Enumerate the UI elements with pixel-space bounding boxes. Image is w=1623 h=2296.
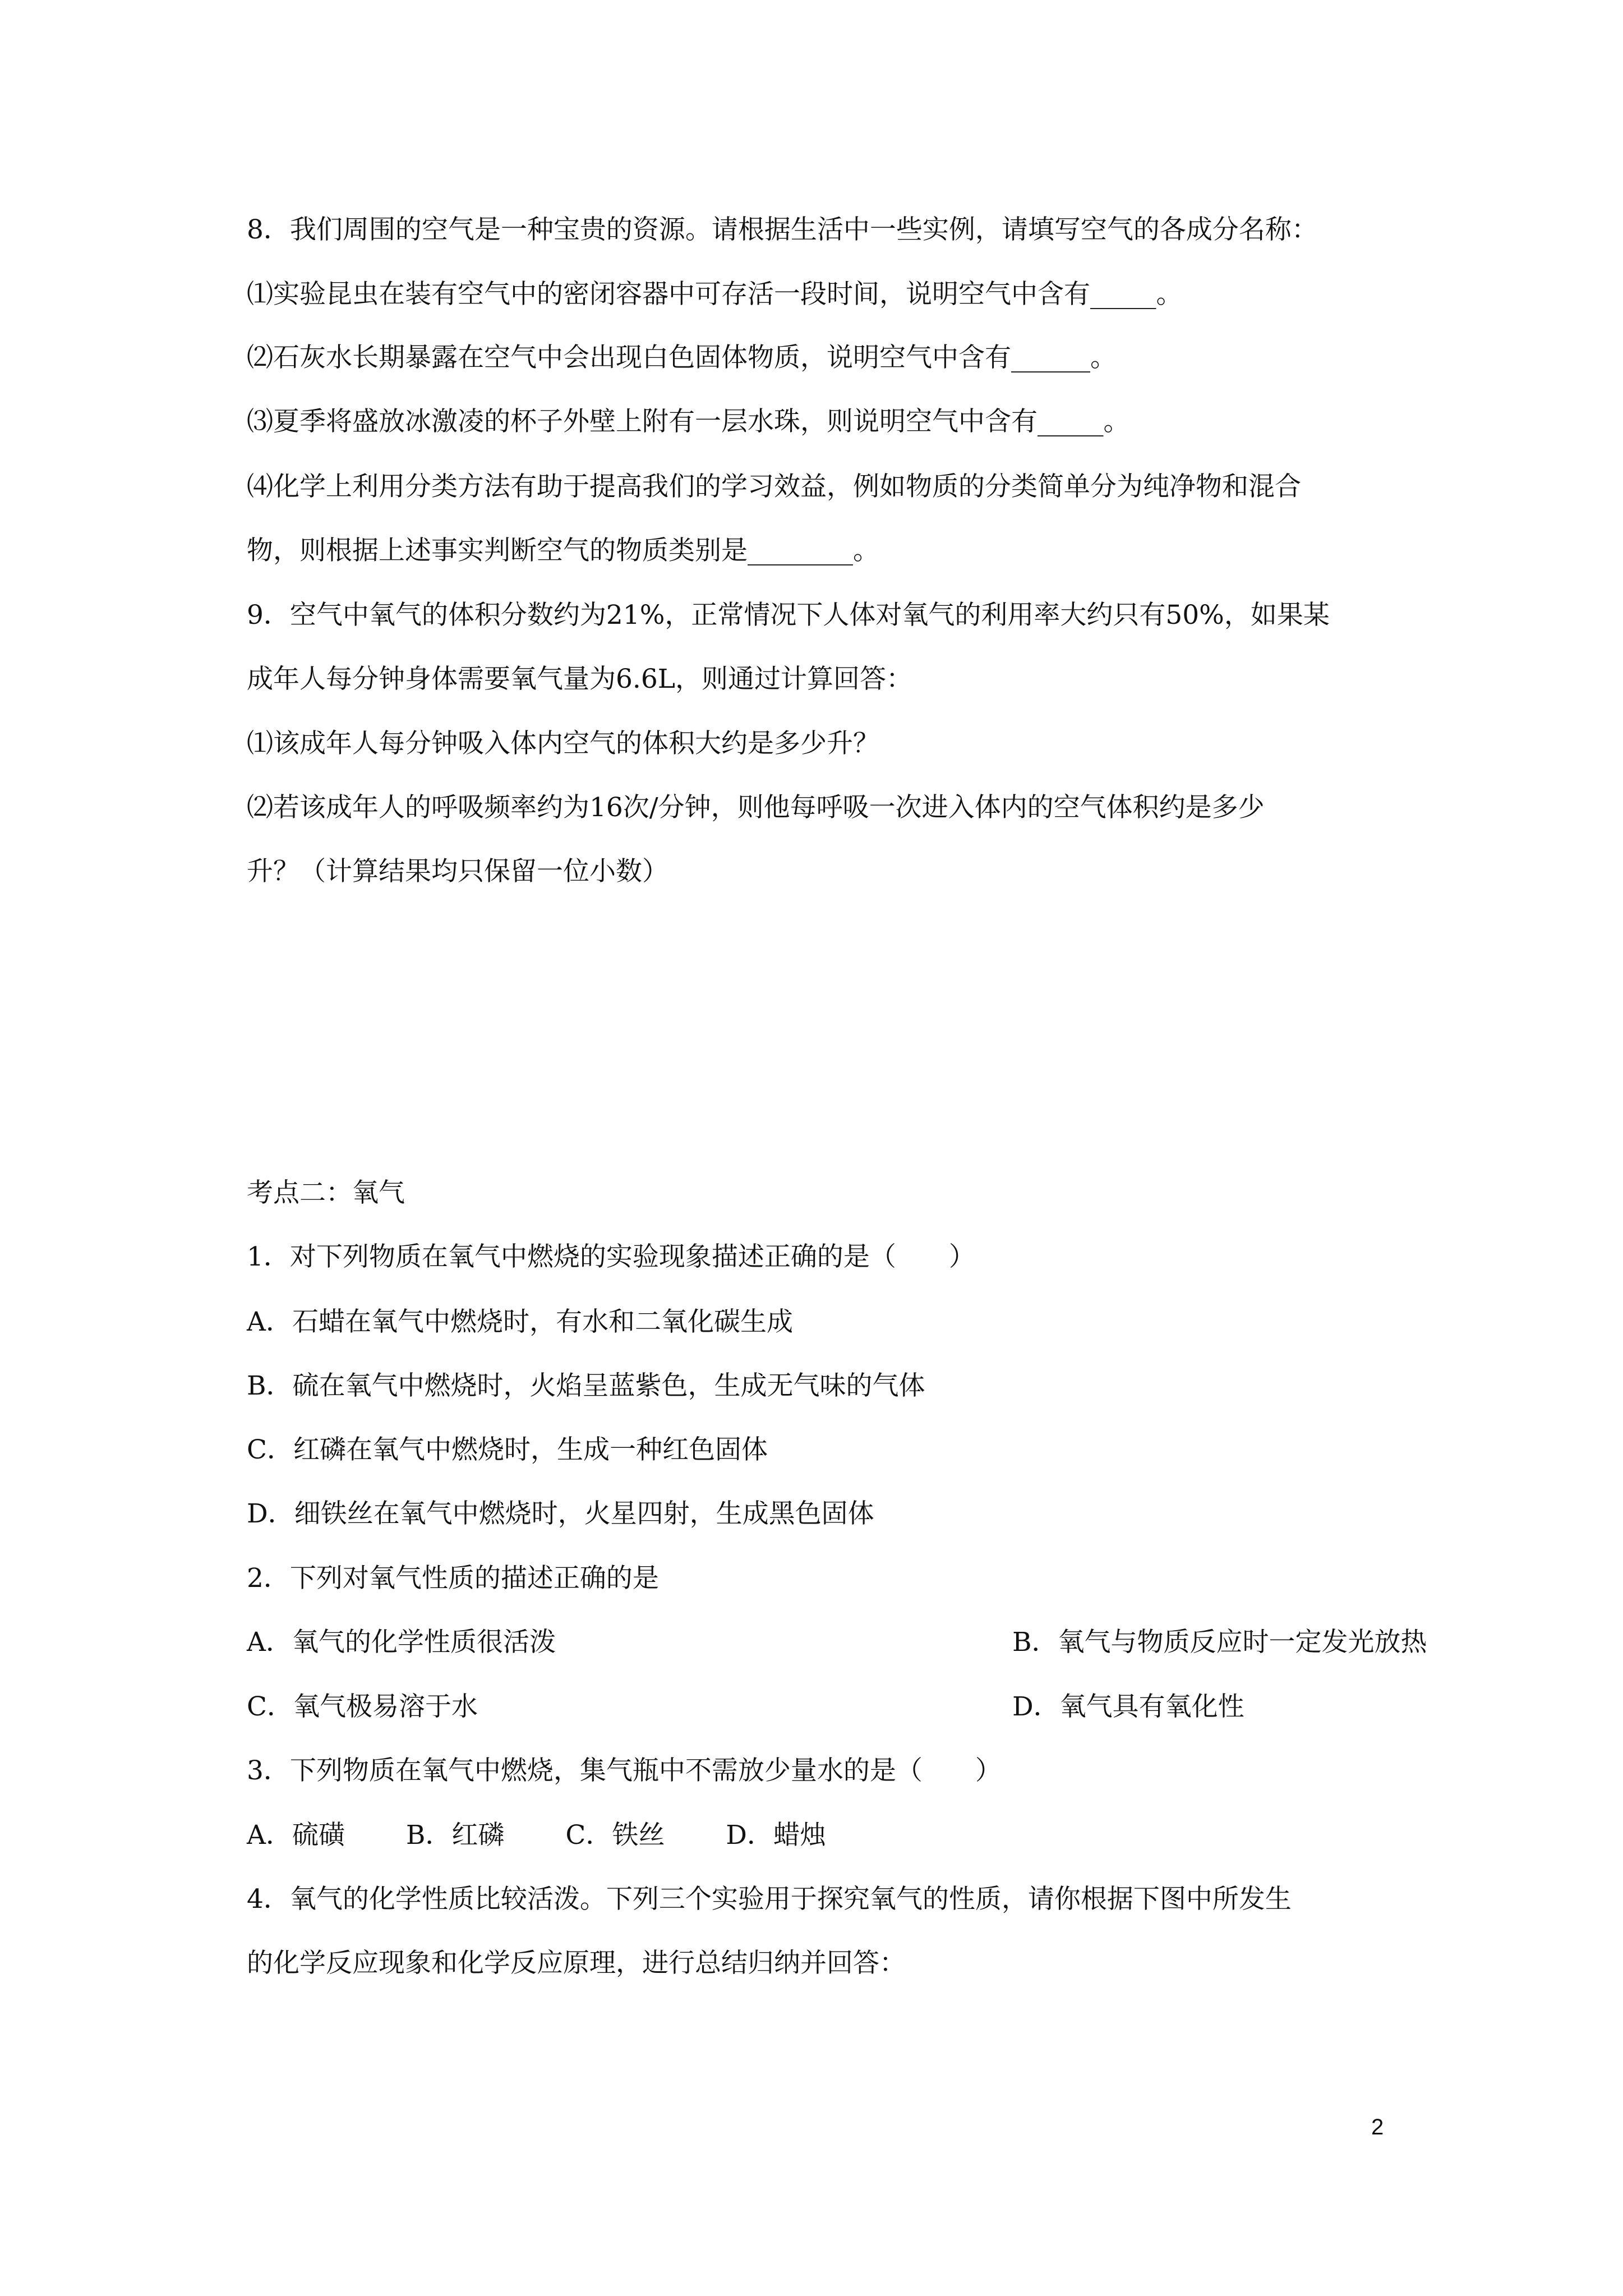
question-9-part-2-continued: 升？（计算结果均只保留一位小数） [247, 856, 668, 887]
oxygen-question-1-option-a: A．石蜡在氧气中燃烧时，有水和二氧化碳生成 [247, 1306, 793, 1337]
question-9-stem: 9．空气中氧气的体积分数约为21%，正常情况下人体对氧气的利用率大约只有50%，如果某 [247, 600, 1330, 631]
question-9-stem-continued: 成年人每分钟身体需要氧气量为6.6L，则通过计算回答： [247, 664, 912, 694]
oxygen-question-2-option-d: D．氧气具有氧化性 [1012, 1691, 1244, 1722]
oxygen-question-2-stem: 2．下列对氧气性质的描述正确的是 [247, 1563, 659, 1594]
oxygen-question-1-option-b: B．硫在氧气中燃烧时，火焰呈蓝紫色，生成无气味的气体 [247, 1370, 925, 1401]
section-heading: 考点二：氧气 [247, 1177, 405, 1208]
oxygen-question-2-option-c: C．氧气极易溶于水 [247, 1691, 478, 1722]
question-8-stem: 8．我们周围的空气是一种宝贵的资源。请根据生活中一些实例，请填写空气的各成分名称： [247, 214, 1318, 245]
oxygen-question-1-option-d: D．细铁丝在氧气中燃烧时，火星四射，生成黑色固体 [247, 1498, 874, 1529]
question-8-part-2: ⑵石灰水长期暴露在空气中会出现白色固体物质，说明空气中含有______。 [247, 342, 1117, 373]
oxygen-question-2-options-row-1 [247, 1626, 1427, 1659]
oxygen-question-3-options: A．硫磺 B．红磷 C．铁丝 D．蜡烛 [247, 1820, 826, 1851]
page-number: 2 [1371, 2115, 1384, 2139]
question-8-part-4-continued: 物，则根据上述事实判断空气的物质类别是________。 [247, 535, 879, 566]
oxygen-question-2-option-a: A．氧气的化学性质很活泼 [247, 1627, 556, 1658]
question-9-part-1: ⑴该成年人每分钟吸入体内空气的体积大约是多少升？ [247, 728, 879, 759]
oxygen-question-3-stem: 3．下列物质在氧气中燃烧，集气瓶中不需放少量水的是（ ） [247, 1755, 1002, 1786]
oxygen-question-1-option-c: C．红磷在氧气中燃烧时，生成一种红色固体 [247, 1434, 768, 1465]
oxygen-question-2-option-b: B．氧气与物质反应时一定发光放热 [1012, 1627, 1427, 1658]
oxygen-question-2-options-row-2 [247, 1690, 1391, 1724]
question-8-part-4: ⑷化学上利用分类方法有助于提高我们的学习效益，例如物质的分类简单分为纯净物和混合 [247, 471, 1301, 502]
oxygen-question-1-stem: 1．对下列物质在氧气中燃烧的实验现象描述正确的是（ ） [247, 1241, 975, 1272]
question-8-part-1: ⑴实验昆虫在装有空气中的密闭容器中可存活一段时间，说明空气中含有_____。 [247, 279, 1183, 310]
question-8-part-3: ⑶夏季将盛放冰激凌的杯子外壁上附有一层水珠，则说明空气中含有_____。 [247, 406, 1130, 437]
oxygen-question-4-stem-continued: 的化学反应现象和化学反应原理，进行总结归纳并回答： [247, 1948, 906, 1978]
question-9-part-2: ⑵若该成年人的呼吸频率约为16次/分钟，则他每呼吸一次进入体内的空气体积约是多少 [247, 792, 1265, 823]
oxygen-question-4-stem: 4．氧气的化学性质比较活泼。下列三个实验用于探究氧气的性质，请你根据下图中所发生 [247, 1884, 1292, 1915]
